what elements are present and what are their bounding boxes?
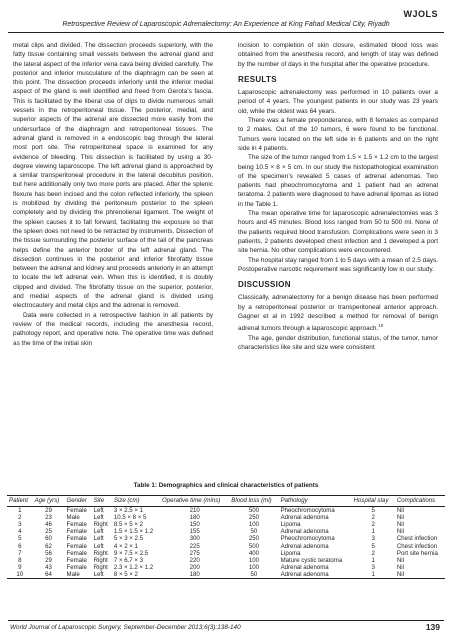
table-cell: Adrenal adenoma xyxy=(280,528,329,536)
table-row xyxy=(7,521,445,528)
table-cell: Left xyxy=(93,514,104,522)
running-title: Retrospective Review of Laparoscopic Adrenalectomy: An Experience at King Fahad Medical City, Riyadh xyxy=(62,21,390,28)
column-header: Size (cm) xyxy=(113,497,140,504)
column-header: Complications xyxy=(396,497,436,504)
table-cell: 3 xyxy=(18,521,22,529)
table-cell: 225 xyxy=(189,542,200,550)
table-cell: 1 xyxy=(371,556,375,564)
table-cell: Female xyxy=(66,521,87,529)
table-cell: 3 xyxy=(371,535,375,543)
table-cell: Right xyxy=(93,549,108,557)
table-row xyxy=(7,535,445,542)
column-header: Patient xyxy=(9,497,28,504)
table-cell: 400 xyxy=(248,549,260,557)
table-cell: Left xyxy=(93,507,104,515)
table-cell: Male xyxy=(66,570,80,578)
footer-citation: World Journal of Laparoscopic Surgery, September-December 2013;6(3):138-140 xyxy=(10,624,241,631)
table-cell: Left xyxy=(93,542,104,550)
table-cell: 5 xyxy=(371,507,375,515)
table-cell: 100 xyxy=(248,556,260,564)
table-cell: 1 xyxy=(371,570,375,578)
table-cell: 43 xyxy=(45,563,52,571)
column-header: Pathology xyxy=(280,497,308,504)
table-cell: 2 xyxy=(371,521,375,529)
table-cell: 150 xyxy=(189,521,200,529)
table-cell: Lipoma xyxy=(280,549,301,557)
table-cell: 250 xyxy=(248,535,260,543)
header-rule xyxy=(8,32,444,33)
discussion-heading: DISCUSSION xyxy=(238,280,291,290)
table-cell: 100 xyxy=(248,563,260,571)
table-cell: Chest infection xyxy=(396,535,438,543)
journal-logo: WJOLS xyxy=(403,9,438,19)
body-paragraph xyxy=(238,293,438,333)
table-cell: Lipoma xyxy=(280,521,301,529)
table-cell: 4 × 2 × 1 xyxy=(113,542,138,550)
table-row xyxy=(7,550,445,557)
table-cell: 250 xyxy=(248,514,260,522)
table-row xyxy=(7,528,445,535)
table-cell: 46 xyxy=(45,521,52,529)
right-column xyxy=(238,41,438,352)
demographics-table xyxy=(7,495,445,579)
table-cell: 4 xyxy=(18,528,22,536)
table-cell: Pheochromocytoma xyxy=(280,507,335,515)
table-cell: 23 xyxy=(45,514,52,522)
table-cell: Right xyxy=(93,521,108,529)
column-header: Site xyxy=(93,497,105,504)
table-cell: 8 × 5 × 2 xyxy=(113,570,138,578)
page-number: 139 xyxy=(425,622,440,632)
discussion-text: Classically, adrenalectomy for a benign disease has been performed by a retroperitoneal posterior or transperitoneal anterior approach. Gagner et al in 1992 described a method for removal of benign adrenal tumors through a laparoscopic approach. xyxy=(238,294,438,333)
table-cell: Female xyxy=(66,556,87,564)
table-cell: Right xyxy=(93,563,108,571)
body-paragraph: metal clips and divided. The dissection proceeds superiorly, with the fatty tissue containing small vessels between the adrenal gland and the lateral aspect of the inferior vena cava being divided carefully. The posterior and inferior musculature of the diaphragm can be seen at this point. The dissection proceeds inferiorly until the inferior medial aspect of the gland is well identified and freed from Gerota’s fascia. This is facilitated by the liberal use of clips to divide numerous small vessels in the retroperitoneal tissue. The posterior, medial, and superior aspects of the adrenal are dissected more easily from the undersurface of the diaphragm and retroperitoneal tissues. The adrenal gland is removed in a endoscopic bag through the lateral most port site. The retroperitoneal space is examined for any evidence of bleeding. This dissection is facilitated by using a 30-degree viewing laparoscope. The left adrenal gland is approached by a similar transperitoneal procedure in the lateral decubitus position, but here additionally only two more ports are placed. After the splenic flexure has been incised and the colon reflected inferiorly, the spleen is mobilized by dividing the peritoneum posterior to the spleen completely and by dividing the phrenolienal ligament. The weight of the spleen causes it to fall forward, facilitating the exposure so that the spleen does not need to be retracted by instruments. Dissection of the tissue surrounding the posterior surface of the tail of the pancreas helps define the anterior border of the left adrenal gland. The dissection continues in the posterior and inferior fibrofatty tissue between the adrenal and kidney and proceeds anteriorly in an attempt to locate the left adrenal vein. When this is identified, it is doubly clipped and divided. The fibrofatty tissue on the superior, posterior, and medial aspects of the adrenal gland is divided using electrocautery and metal clips and the adrenal is removed. xyxy=(13,42,213,310)
table-cell: 25 xyxy=(45,528,52,536)
table-cell: 3 xyxy=(371,563,375,571)
table-cell: 275 xyxy=(189,549,200,557)
column-header: Age (yrs) xyxy=(34,497,60,504)
body-paragraph: There was a female preponderance, with 8 females as compared to 2 males. Out of the 10 tumors, 6 were found to be functional. Tumors were located on the left side in 6 patients and on the right side in 4 patients. xyxy=(238,117,438,152)
table-cell: 1.5 × 1.5 × 1.2 xyxy=(113,528,154,536)
table-cell: Pheochromocytoma xyxy=(280,535,335,543)
table-cell: Female xyxy=(66,507,87,515)
table-cell: 5 × 3 × 2.5 xyxy=(113,535,143,543)
table-row xyxy=(7,543,445,550)
table-cell: 180 xyxy=(189,514,200,522)
table-cell: 56 xyxy=(45,549,52,557)
table-cell: Female xyxy=(66,535,87,543)
table-cell: Mature cystic teratoma xyxy=(280,556,343,564)
table-cell: Nil xyxy=(396,507,404,515)
table-cell: 7 × 6.7 × 3 xyxy=(113,556,143,564)
table-cell: 2.3 × 1.2 × 1.2 xyxy=(113,563,154,571)
table-cell: Left xyxy=(93,535,104,543)
table-cell: 6 xyxy=(18,542,22,550)
table-caption: Table 1: Demographics and clinical characteristics of patients xyxy=(133,482,319,489)
table-cell: 50 xyxy=(250,528,258,536)
table-row xyxy=(7,564,445,571)
table-header-row xyxy=(7,496,445,507)
table-cell: 60 xyxy=(45,535,52,543)
table-cell: Adrenal adenoma xyxy=(280,563,329,571)
table-cell: Female xyxy=(66,528,87,536)
body-paragraph: incision to completion of skin closure, estimated blood loss was obtained from the anesthesia record, and length of stay was defined by the number of days in the hospital after the operative procedure. xyxy=(238,42,438,68)
left-column xyxy=(13,41,213,348)
table-cell: Nil xyxy=(396,570,404,578)
column-header: Hospital stay xyxy=(353,497,389,504)
table-cell: Port site hernia xyxy=(396,549,438,557)
table-cell: 29 xyxy=(45,556,52,564)
table-cell: 50 xyxy=(250,570,258,578)
table-cell: 2 xyxy=(371,514,375,522)
table-cell: 8.5 × 5 × 2 xyxy=(113,521,143,529)
table-cell: Male xyxy=(66,514,80,522)
table-cell: 155 xyxy=(189,528,200,536)
table-cell: 62 xyxy=(45,542,52,550)
table-cell: Adrenal adenoma xyxy=(280,570,329,578)
table-cell: Left xyxy=(93,528,104,536)
table-cell: 100 xyxy=(248,521,260,529)
table-cell: Right xyxy=(93,556,108,564)
table-cell: Female xyxy=(66,549,87,557)
table-cell: 220 xyxy=(189,556,200,564)
table-row xyxy=(7,507,445,515)
table-cell: 300 xyxy=(189,535,200,543)
table-row xyxy=(7,514,445,521)
table-cell: Left xyxy=(93,570,104,578)
table-cell: 1 xyxy=(18,507,22,515)
table-cell: 29 xyxy=(45,507,52,515)
table-cell: Nil xyxy=(396,514,404,522)
table-cell: 10 xyxy=(16,570,24,578)
table-cell: Nil xyxy=(396,556,404,564)
table-cell: Adrenal adenoma xyxy=(280,542,329,550)
table-cell: 9 × 7.5 × 2.5 xyxy=(113,549,149,557)
column-header: Blood loss (ml) xyxy=(231,497,272,504)
table-cell: Adrenal adenoma xyxy=(280,514,329,522)
column-header: Gender xyxy=(66,497,87,504)
column-header: Operative time (mins) xyxy=(162,497,221,504)
table-cell: 500 xyxy=(248,542,260,550)
body-paragraph: The age, gender distribution, functional status, of the tumor, tumor characteristics like site and size were consistent xyxy=(238,334,438,352)
table-cell: Chest infection xyxy=(396,542,438,550)
table-cell: 3 × 2.5 × 1 xyxy=(113,507,143,515)
table-cell: 2 xyxy=(18,514,22,522)
table-cell: Nil xyxy=(396,521,404,529)
body-paragraph: The size of the tumor ranged from 1.5 × 1.5 × 1.2 cm to the largest being 10.5 × 8 × 5 cm. In our study the histopathological examination of the specimen’s revealed 5 cases of adrenal adenomas. Two patients had pheochromocytoma and 1 patient had an adrenal teratoma. 2 patients were diagnosed to have adrenal lipomas as listed in the Table 1. xyxy=(238,154,438,208)
table-cell: Nil xyxy=(396,528,404,536)
body-paragraph: The mean operative time for laparoscopic adrenalectomies was 3 hours and 45 minutes. Blood loss ranged from 50 to 500 ml. None of the patients required blood transfusion. Complications were seen in 3 patients, 2 patients developed chest infection and 1 developed a port site hernia. No other complications were encountered. xyxy=(238,210,438,255)
table-cell: 64 xyxy=(45,570,52,578)
footer-rule xyxy=(8,620,444,621)
table-cell: 210 xyxy=(189,507,200,515)
table-cell: 9 xyxy=(18,563,22,571)
body-paragraph: Data were collected in a retrospective fashion in all patients by review of the medical records, including the anesthesia record, pathology report, and operative note. The operative time was defined as the time of the initial skin xyxy=(13,311,213,347)
results-heading: RESULTS xyxy=(238,74,277,84)
table-row xyxy=(7,557,445,564)
body-paragraph: Laparoscopic adrenalectomy was performed in 10 patients over a period of 4 years. The youngest patients in our study was 23 years old, while the oldest was 64 years. xyxy=(238,89,438,115)
reference-marker: 10 xyxy=(378,323,384,329)
table-cell: 7 xyxy=(18,549,22,557)
table-row xyxy=(7,571,445,579)
table-cell: 2 xyxy=(371,549,375,557)
table-cell: 200 xyxy=(189,563,200,571)
table-cell: 1 xyxy=(371,528,375,536)
table-cell: 8 xyxy=(18,556,22,564)
table-cell: 10.5 × 8 × 5 xyxy=(113,514,147,522)
table-cell: Nil xyxy=(396,563,404,571)
table-cell: Female xyxy=(66,563,87,571)
table-cell: Female xyxy=(66,542,87,550)
table-cell: 180 xyxy=(189,570,200,578)
table-cell: 500 xyxy=(248,507,260,515)
body-paragraph: The hospital stay ranged from 1 to 5 days with a mean of 2.5 days. Postoperative narcotic requirement was significantly low in our study. xyxy=(238,256,439,273)
table-cell: 5 xyxy=(18,535,22,543)
table-cell: 5 xyxy=(371,542,375,550)
